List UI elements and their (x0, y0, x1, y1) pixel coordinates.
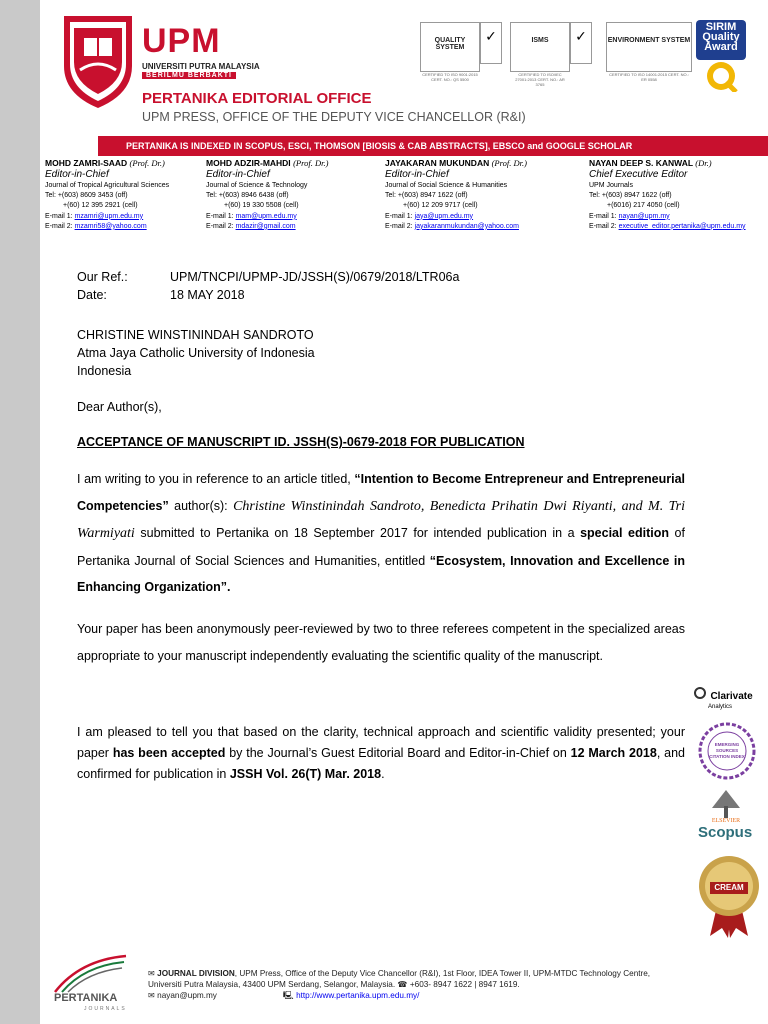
office-title: PERTANIKA EDITORIAL OFFICE (142, 90, 372, 107)
paragraph-acceptance: I am pleased to tell you that based on the clarity, technical approach and scientific validity presented; your paper has been accepted by the Journal’s Guest Editorial Board and Editor-in-Chief on 12 March 2018, and confirmed for publication in JSSH Vol. 26(T) Mar. 2018. (77, 725, 685, 781)
subject-line: ACCEPTANCE OF MANUSCRIPT ID. JSSH(S)-0679-2018 FOR PUBLICATION (77, 435, 525, 449)
indexed-banner: PERTANIKA IS INDEXED IN SCOPUS, ESCI, THOMSON [BIOSIS & CAB ABSTRACTS], EBSCO and GOOGLE SCHOLAR (98, 136, 768, 156)
email-link[interactable]: executive_editor.pertanika@upm.edu.my (618, 222, 746, 230)
footer-address: ✉ JOURNAL DIVISION, UPM Press, Office of the Deputy Vice Chancellor (R&I), 1st Floor, IDEA Tower II, UPM-MTDC Technology Centre, Universiti Putra Malaysia, 43400 UPM Serdang, Selangor, Malaysia. ☎ +603- 8947 1622 | 8947 1619. ✉ nayan@upm.my 🖳 http://www.pertanika.upm.edu.my/ (148, 969, 651, 1000)
environment-cert-badge: ENVIRONMENT SYSTEM CERTIFIED TO ISO 14001:2015 CERT. NO.: ER 0558 (606, 22, 692, 72)
email-icon: ✉ (148, 991, 158, 1000)
recipient-name: CHRISTINE WINSTININDAH SANDROTO (77, 328, 314, 342)
editor-card: NAYAN DEEP S. KANWAL (Dr.) Chief Executive Editor UPM Journals Tel: +(603) 8947 1622 (off) +(6016) 217 4050 (cell) E-mail 1: nayan@upm.my E-mail 2: executive_editor.pertanika@upm.edu.my (589, 158, 746, 230)
scopus-label: Scopus (698, 824, 753, 841)
salutation: Dear Author(s), (77, 400, 162, 414)
esci-label: EMERGING SOURCES CITATION INDEX (709, 742, 745, 759)
clarivate-logo: Clarivate Analytics (694, 686, 764, 710)
web-icon: 🖳 (282, 991, 297, 1000)
editor-card: MOHD ADZIR-MAHDI (Prof. Dr.) Editor-in-Chief Journal of Science & Technology Tel: +(603) 8946 6438 (off) +(60) 19 330 5508 (cell) E-mail 1: mam@upm.edu.my E-mail 2: mdazir@gmail.com (206, 158, 329, 230)
office-subtitle: UPM PRESS, OFFICE OF THE DEPUTY VICE CHANCELLOR (R&I) (142, 110, 526, 124)
editor-card: MOHD ZAMRI-SAAD (Prof. Dr.) Editor-in-Chief Journal of Tropical Agricultural Sciences Tel: +(603) 8609 3453 (off) +(60) 12 395 2921 (cell) E-mail 1: mzamri@upm.edu.my E-mail 2: mzamri58@yahoo.com (45, 158, 170, 230)
elsevier-label: ELSEVIER (711, 818, 741, 824)
pertanika-brand: PERTANIKA (54, 992, 118, 1004)
paragraph-peer-review: Your paper has been anonymously peer-reviewed by two to three referees competent in the specialized areas appropriate to your manuscript independently evaluating the scientific quality of the manuscript. (77, 622, 685, 663)
elsevier-tree-icon (706, 786, 746, 820)
quality-system-cert-badge: QUALITY SYSTEM CERTIFIED TO ISO 9001:2015 CERT. NO.: QS 5500 (420, 22, 480, 72)
cream-label: CREAM (714, 883, 744, 892)
isms-cert-badge: ISMS CERTIFIED TO ISO/IEC 27001:2013 CERT. NO.: AR 3765 (510, 22, 570, 72)
ukas-check-icon: ✓ (570, 22, 592, 64)
recipient-organization: Atma Jaya Catholic University of Indonesia (77, 346, 315, 360)
editors-block (40, 158, 768, 246)
upm-shield-logo-icon (62, 14, 134, 110)
ukas-check-icon: ✓ (480, 22, 502, 64)
paragraph-article-reference: I am writing to you in reference to an article titled, “Intention to Become Entrepreneur and Entrepreneurial Competencies” author(s): Christine Winstinindah Sandroto, Benedicta Prihatin Dwi Riyanti, and M. Tri Warmiyati submitted to Pertanika on 18 September 2017 for intended publication in a special edition of Pertanika Journal of Social Sciences and Humanities, entitled “Ecosystem, Innovation and Excellence in Enhancing Organization”. (77, 472, 686, 594)
email-link[interactable]: nayan@upm.my (618, 212, 670, 220)
email-link[interactable]: jaya@upm.edu.my (414, 212, 474, 220)
pertanika-swoosh-logo-icon (50, 954, 130, 994)
cream-award-icon (696, 852, 762, 938)
editor-card: JAYAKARAN MUKUNDAN (Prof. Dr.) Editor-in-Chief Journal of Social Science & Humanities Tel: +(603) 8947 1622 (off) +(60) 12 209 9717 (cell) E-mail 1: jaya@upm.edu.my E-mail 2: jayakaranmukundan@yahoo.com (385, 158, 527, 230)
email-link[interactable]: mdazir@gmail.com (235, 222, 296, 230)
pertanika-brand-sub: JOURNALS (84, 1006, 127, 1012)
footer (40, 950, 768, 1024)
email-link[interactable]: mam@upm.edu.my (235, 212, 297, 220)
clarivate-mark-icon (694, 687, 706, 699)
email-link[interactable]: mzamri58@yahoo.com (74, 222, 147, 230)
letter-page: UPM UNIVERSITI PUTRA MALAYSIA BERILMU BERBAKTI PERTANIKA EDITORIAL OFFICE UPM PRESS, OFFICE OF THE DEPUTY VICE CHANCELLOR (R&I) QUALITY SYSTEM CERTIFIED TO ISO 9001:2015 CERT. NO.: QS 5500 ✓ ISMS CERTIFIED TO ISO/IEC 27001:2013 CERT. NO.: AR 3765 ✓ ENVIRONMENT SYSTEM CERTIFIED TO ISO 14001:2015 CERT. NO.: ER 0558 SIRIM Quality Award PERTANIKA IS INDEXED IN SCOPUS, ESCI, THOMSON [BIOSIS & CAB ABSTRACTS], EBSCO and GOOGLE SCHOLAR MOHD ZAMRI-SAAD (Prof. Dr.) Editor-in-Chief Journal of Tropical Agricultural Sciences Tel: +(603) 8609 3453 (off) +(60) 12 395 2921 (cell) E-mail 1: mzamri@upm.edu.my E-mail 2: mzamri58@yahoo.com MOHD ADZIR-MAHDI (Prof. Dr.) Editor-in-Chief Journal of Science & Technology Tel: +(603) 8946 6438 (off) +(60) 19 330 5508 (cell) E-mail 1: mam@upm.edu.my E-mail 2: mdazir@gmail.com JAYAKARAN MUKUNDAN (Prof. Dr.) Editor-in-Chief Journal of Social Science & Humanities Tel: +(603) 8947 1622 (off) +(60) 12 209 9717 (cell) E-mail 1: jaya@upm.edu.my E-mail 2: jayakaranmukundan@yahoo.com NAYAN DEEP S. KANWAL (Dr.) Chief Executive Editor UPM Journals Tel: +(603) 8947 1622 (off) +(6016) 217 4050 (cell) E-mail 1: nayan@upm.my E-mail 2: executive_editor.pertanika@upm.edu.my Our Ref.: UPM/TNCPI/UPMP-JD/JSSH(S)/0679/2018/LTR06a Date: 18 MAY 2018 CHRISTINE WINSTININDAH SANDROTO Atma Jaya Catholic University of Indonesia Indonesia Dear Author(s), ACCEPTANCE OF MANUSCRIPT ID. JSSH(S)-0679-2018 FOR PUBLICATION I am writing to you in reference to an article titled, “Intention to Become Entrepreneur and Entrepreneurial Competencies” author(s): Christine Winstinindah Sandroto, Benedicta Prihatin Dwi Riyanti, and M. Tri Warmiyati submitted to Pertanika on 18 September 2017 for intended publication in a special edition of Pertanika Journal of Social Sciences and Humanities, entitled “Ecosystem, Innovation and Excellence in Enhancing Organization”. Your paper has been anonymously peer-reviewed by two to three referees competent in the specialized areas appropriate to your manuscript independently evaluating the scientific quality of the manuscript. I am pleased to tell you that based on the clarity, technical approach and scientific validity presented; your paper has been accepted by the Journal’s Guest Editorial Board and Editor-in-Chief on 12 March 2018, and confirmed for publication in JSSH Vol. 26(T) Mar. 2018. Clarivate Analytics EMERGING SOURCES CITATION INDEX ELSEVIER Scopus CREAM PERTANIKA JOURNALS ✉ JOURNAL DIVISION, UPM Press, Office of the Deputy Vice Chancellor (R&I), 1st Floor, IDEA Tower II, UPM-MTDC Technology Centre, Universiti Putra Malaysia, 43400 UPM Serdang, Selangor, Malaysia. ☎ +603- 8947 1622 | 8947 1619. ✉ nayan@upm.my 🖳 http://www.pertanika.upm.edu.my/ (40, 0, 768, 1024)
university-motto: BERILMU BERBAKTI (142, 72, 236, 79)
upm-wordmark: UPM (142, 22, 221, 60)
mail-icon: ✉ (148, 969, 158, 978)
recipient-country: Indonesia (77, 364, 132, 378)
website-link[interactable]: http://www.pertanika.upm.edu.my/ (296, 991, 420, 1000)
email-link[interactable]: jayakaranmukundan@yahoo.com (414, 222, 519, 230)
sirim-label: SIRIM Quality Award (702, 21, 740, 53)
university-name: UNIVERSITI PUTRA MALAYSIA (142, 62, 260, 71)
email-link[interactable]: mzamri@upm.edu.my (74, 212, 144, 220)
left-gray-margin (0, 0, 40, 1024)
